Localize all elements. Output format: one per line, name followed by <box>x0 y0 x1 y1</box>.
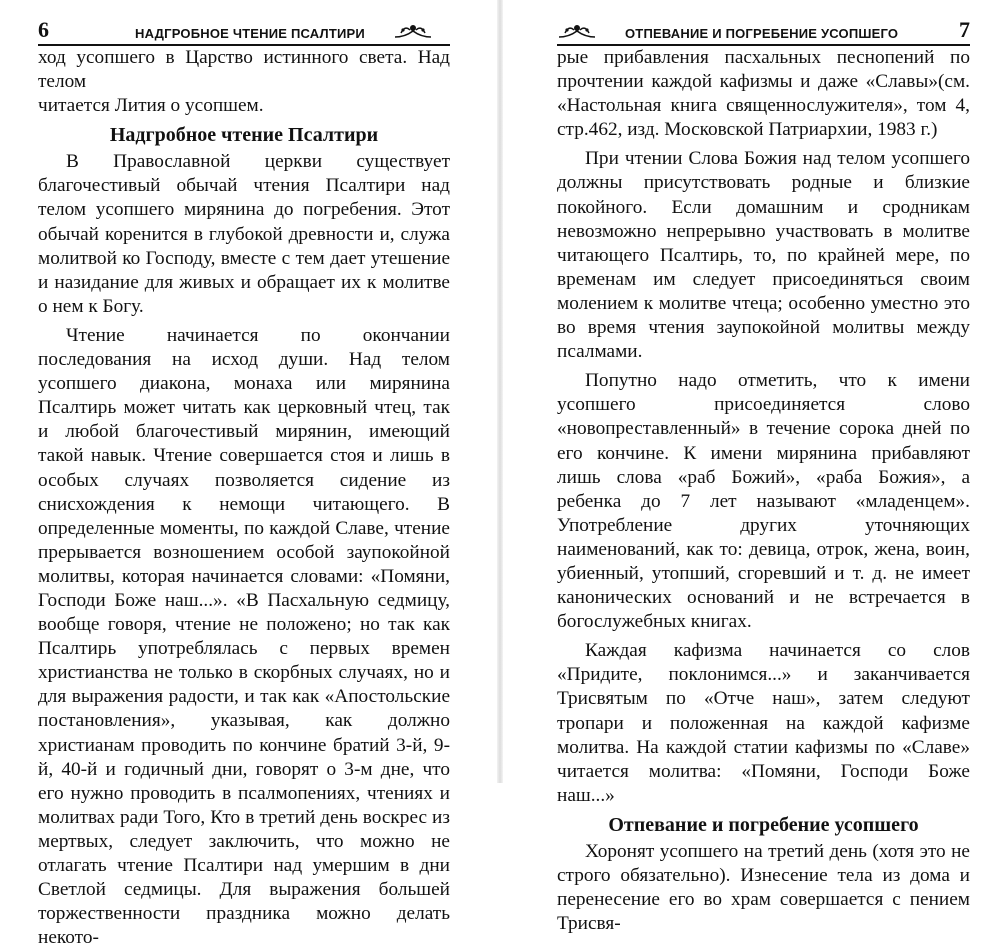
left-page <box>0 0 498 949</box>
left-paragraph-1: В Православной церкви существует благочестивый обычай чтения Псалтири над телом усопшего мирянина до погребения. Этот обычай коренится в глубокой древности и, служа молитвой ко Господу, вместе с тем дает утешение и назидание для живых и обращает их к молитве о нем к Богу. <box>38 151 450 317</box>
right-continuation: рые прибавления пасхальных песнопений по прочтении каждой кафизмы и даже «Славы»(см. «Настольная книга священнослужителя», том 4, стр.462, изд. Московской Патриархии, 1983 г.) <box>557 47 970 141</box>
right-paragraph-2: Попутно надо отметить, что к имени усопшего присоединяется слово «новопреставленный» в течение сорока дней по его кончине. К имени мирянина прибавляют лишь слова «раб Божий», «раба Божия», а ребенка до 7 лет называют «младенцем». Употребление других уточняющих наименований, как то: девица, отрок, жена, воин, убиенный, утопший, сгоревший и т. д. не имеет канонических оснований и не встречается в богослужебных книгах. <box>557 370 970 633</box>
right-page-body <box>557 46 970 936</box>
right-paragraph-1: При чтении Слова Божия над телом усопшего должны присутствовать родные и близкие покойного. Если домашним и сродникам невозможно непрерывно участвовать в молитве читающего Псалтирь, то, по крайней мере, по временам им следует присоединяться своим молением к молитве чтеца; особенно уместно это во время чтения заупокойной молитвы между псалмами. <box>557 148 970 363</box>
right-page <box>502 0 1000 935</box>
floral-ornament-icon <box>557 21 597 41</box>
intro-line-1: ход усопшего в Царство истинного света. Над телом <box>38 47 450 93</box>
floral-ornament-icon <box>393 21 433 41</box>
left-page-body <box>38 46 450 950</box>
left-page-header <box>38 0 450 46</box>
section-heading-psalter: Надгробное чтение Псалтири <box>109 124 379 147</box>
section-heading-funeral: Отпевание и погребение усопшего <box>608 813 919 836</box>
right-running-head: ОТПЕВАНИЕ И ПОГРЕБЕНИЕ УСОПШЕГО <box>625 26 899 41</box>
intro-line-2: читается Лития о усопшем. <box>38 95 264 117</box>
left-page-number: 6 <box>38 17 49 42</box>
left-paragraph-2: Чтение начинается по окончании последования на исход души. Над телом усопшего диакона, монаха или мирянина Псалтирь может читать как церковный чтец, так и любой благочестивый мирянин, имеющий такой навык. Чтение совершается стоя и лишь в особых случаях позволяется сидение из снисхождения к немощи читающего. В определенные моменты, по каждой Славе, чтение прерывается возношением особой заупокойной молитвы, которая начинается словами: «Помяни, Господи Боже наш...». «В Пасхальную седмицу, вообще говоря, чтение не положено; но так как Псалтирь употреблялась с первых времен христианства не только в скорбных случаях, но и для выражения радости, и так как «Апостольские постановления», указывая, как должно христианам проводить по кончине братий 3-й, 9-й, 40-й и годичный дни, говорят о 3-м дне, что его нужно проводить в псалмопениях, чтениях и молитвах ради Того, Кто в третий день воскрес из мертвых, следует заключить, что можно не отлагать чтение Псалтири над умершим в дни Светлой седмицы. Для выражения большей торжественности праздника можно делать некото- <box>38 324 450 949</box>
left-running-head: НАДГРОБНОЕ ЧТЕНИЕ ПСАЛТИРИ <box>135 26 365 41</box>
right-page-number: 7 <box>959 17 970 42</box>
right-page-header <box>557 0 970 46</box>
right-paragraph-4: Хоронят усопшего на третий день (хотя это не строго обязательно). Изнесение тела из дома и перенесение его во храм совершается с пением Трисвя- <box>557 840 970 935</box>
right-paragraph-3: Каждая кафизма начинается со слов «Придите, поклонимся...» и заканчивается Трисвятым по «Отче наш», затем следуют тропари и положенная на каждой кафизме молитва. На каждой статии кафизмы по «Славе» читается молитва: «Помяни, Господи Боже наш...» <box>557 640 970 806</box>
